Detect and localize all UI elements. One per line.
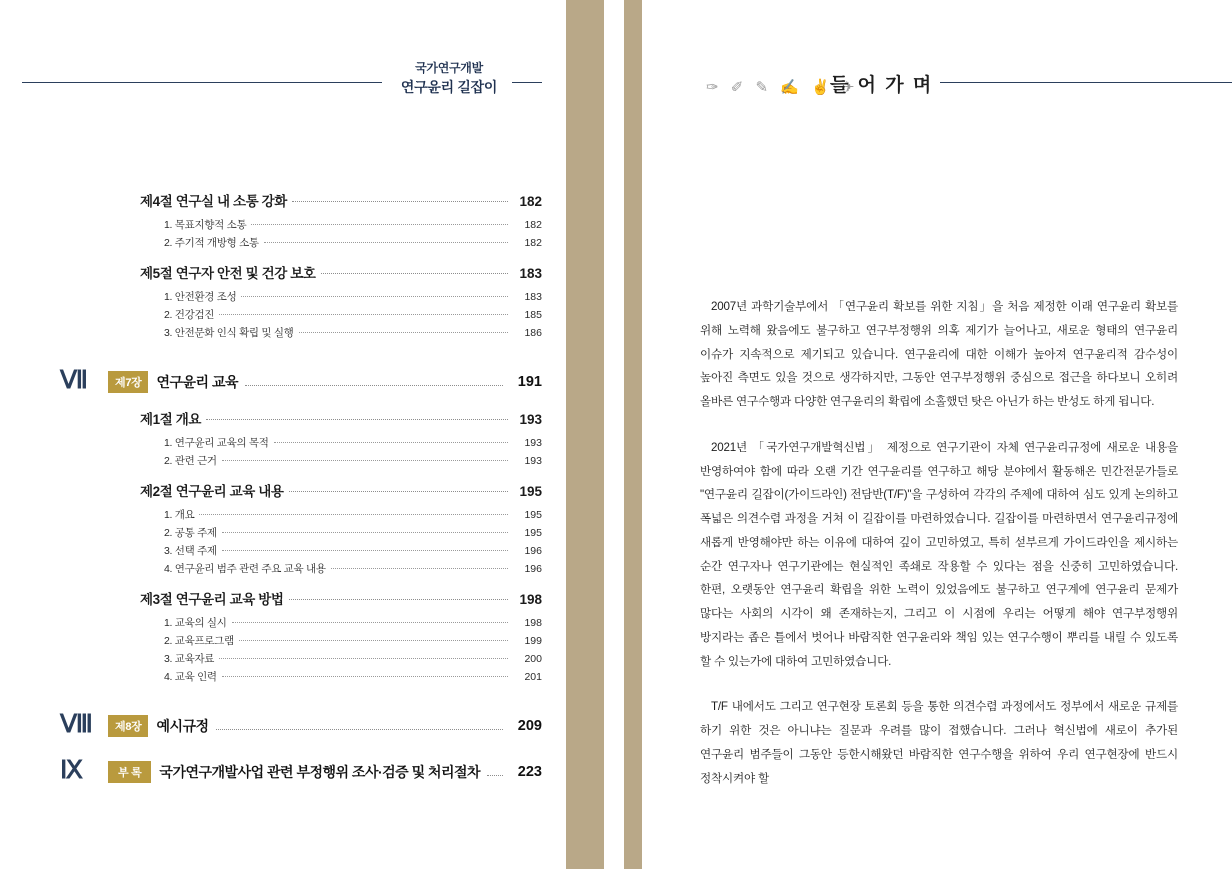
toc-leader-dots bbox=[222, 460, 508, 461]
toc-chapter-badge: 제7장 bbox=[108, 371, 148, 393]
toc-page-number: 209 bbox=[517, 718, 542, 734]
section-heading: 들 어 가 며 bbox=[830, 75, 934, 96]
toc-subitem-row[interactable] bbox=[0, 507, 566, 522]
toc-subitem-label: 3. 선택 주제 bbox=[164, 545, 217, 557]
toc-leader-dots bbox=[222, 676, 508, 677]
toc-leader-dots bbox=[219, 658, 508, 659]
toc-subitem-label: 1. 교육의 실시 bbox=[164, 617, 227, 629]
toc-section-row[interactable] bbox=[0, 262, 566, 282]
gutter-band-left bbox=[566, 0, 604, 869]
toc-leader-dots bbox=[216, 729, 503, 730]
toc-page-number: 193 bbox=[519, 412, 542, 427]
toc-leader-dots bbox=[206, 419, 508, 420]
toc-subitem-row[interactable] bbox=[0, 289, 566, 304]
toc-subitem-label: 3. 안전문화 인식 확립 및 실행 bbox=[164, 327, 294, 339]
toc-leader-dots bbox=[232, 622, 508, 623]
toc-subitem-row[interactable] bbox=[0, 235, 566, 250]
toc-leader-dots bbox=[274, 442, 508, 443]
toc-subitem-label: 1. 개요 bbox=[164, 509, 195, 521]
toc-chapter-row[interactable] bbox=[0, 369, 566, 395]
toc-spacer bbox=[0, 253, 566, 262]
toc-leader-dots bbox=[299, 332, 508, 333]
toc-page-number: 199 bbox=[524, 635, 542, 647]
toc-leader-dots bbox=[241, 296, 508, 297]
toc-page-number: 195 bbox=[524, 509, 542, 521]
toc-page-number: 195 bbox=[524, 527, 542, 539]
table-of-contents bbox=[0, 190, 566, 789]
toc-subitem-label: 1. 연구윤리 교육의 목적 bbox=[164, 437, 269, 449]
toc-chapter-title: 예시규정 bbox=[156, 718, 209, 734]
toc-leader-dots bbox=[219, 314, 508, 315]
toc-subitem-row[interactable] bbox=[0, 453, 566, 468]
toc-page-number: 182 bbox=[524, 219, 542, 231]
toc-page-number: 198 bbox=[524, 617, 542, 629]
toc-subitem-row[interactable] bbox=[0, 307, 566, 322]
toc-page-number: 193 bbox=[524, 455, 542, 467]
toc-chapter-numeral: Ⅸ bbox=[60, 757, 83, 784]
intro-paragraph: 2007년 과학기술부에서 「연구윤리 확보를 위한 지침」을 처음 제정한 이래 연구윤리 확보를 위해 노력해 왔음에도 불구하고 연구부정행위 의혹 제기가 늘어나고, 새로운 형태의 연구윤리 이슈가 지속적으로 제기되고 있습니다. 연구윤리에 대한 이해가 높아져 연구윤리적 감수성이 높아진 측면도 있을 것으로 생각하지만, 그동안 연구부정행위 중심으로 접근을 하다보니 오히려 올바른 연구수행과 다양한 연구윤리의 확립에 소홀했던 탓은 아닌가 하는 반성도 하게 됩니다. bbox=[700, 300, 1178, 409]
toc-page-number: 201 bbox=[524, 671, 542, 683]
right-page-intro bbox=[642, 0, 1232, 869]
toc-subitem-row[interactable] bbox=[0, 669, 566, 684]
toc-leader-dots bbox=[245, 385, 503, 386]
toc-leader-dots bbox=[289, 599, 508, 600]
toc-section-label: 제2절 연구윤리 교육 내용 bbox=[140, 484, 284, 499]
heading-rule bbox=[940, 82, 1232, 83]
toc-subitem-row[interactable] bbox=[0, 633, 566, 648]
toc-page-number: 196 bbox=[524, 563, 542, 575]
toc-subitem-label: 2. 공통 주제 bbox=[164, 527, 217, 539]
toc-leader-dots bbox=[239, 640, 508, 641]
toc-page-number: 186 bbox=[524, 327, 542, 339]
toc-leader-dots bbox=[264, 242, 508, 243]
toc-page-number: 195 bbox=[519, 484, 542, 499]
toc-chapter-badge: 부 록 bbox=[108, 761, 151, 783]
toc-subitem-label: 1. 안전환경 조성 bbox=[164, 291, 237, 303]
book-title-line1: 국가연구개발 bbox=[415, 61, 483, 75]
toc-page-number: 182 bbox=[519, 194, 542, 209]
toc-page-number: 198 bbox=[519, 592, 542, 607]
toc-page-number: 223 bbox=[517, 764, 542, 780]
toc-section-row[interactable] bbox=[0, 408, 566, 428]
toc-subitem-label: 2. 건강검진 bbox=[164, 309, 215, 321]
gutter-band-right bbox=[624, 0, 642, 869]
toc-page-number: 191 bbox=[517, 374, 542, 390]
toc-page-number: 183 bbox=[519, 266, 542, 281]
toc-subitem-label: 4. 교육 인력 bbox=[164, 671, 217, 683]
toc-leader-dots bbox=[251, 224, 508, 225]
toc-spacer bbox=[0, 579, 566, 588]
toc-subitem-row[interactable] bbox=[0, 651, 566, 666]
toc-subitem-row[interactable] bbox=[0, 435, 566, 450]
toc-spacer bbox=[0, 399, 566, 408]
header-rule-left bbox=[22, 82, 382, 83]
intro-body-text bbox=[700, 295, 1178, 791]
toc-subitem-row[interactable] bbox=[0, 615, 566, 630]
toc-leader-dots bbox=[222, 532, 508, 533]
toc-leader-dots bbox=[289, 491, 508, 492]
toc-subitem-row[interactable] bbox=[0, 543, 566, 558]
toc-page-number: 182 bbox=[524, 237, 542, 249]
toc-subitem-row[interactable] bbox=[0, 217, 566, 232]
toc-chapter-numeral: Ⅷ bbox=[60, 711, 93, 738]
toc-page-number: 183 bbox=[524, 291, 542, 303]
toc-subitem-row[interactable] bbox=[0, 561, 566, 576]
toc-leader-dots bbox=[331, 568, 508, 569]
toc-page-number: 200 bbox=[524, 653, 542, 665]
toc-subitem-label: 4. 연구윤리 범주 관련 주요 교육 내용 bbox=[164, 563, 326, 575]
toc-chapter-numeral: Ⅶ bbox=[60, 367, 88, 394]
left-page-header bbox=[0, 60, 540, 104]
toc-subitem-label: 2. 관련 근거 bbox=[164, 455, 217, 467]
toc-section-label: 제3절 연구윤리 교육 방법 bbox=[140, 592, 284, 607]
toc-spacer bbox=[0, 471, 566, 480]
pen-ornaments-icon: ✑ ✐ ✎ ✍ ✌ ✈ bbox=[706, 79, 859, 96]
toc-section-label: 제1절 개요 bbox=[140, 412, 202, 427]
toc-section-row[interactable] bbox=[0, 190, 566, 210]
header-rule-right bbox=[512, 82, 542, 83]
book-title-line2: 연구윤리 길잡이 bbox=[400, 79, 498, 96]
toc-chapter-row[interactable] bbox=[0, 713, 566, 739]
toc-page-number: 196 bbox=[524, 545, 542, 557]
toc-chapter-badge: 제8장 bbox=[108, 715, 148, 737]
toc-page-number: 185 bbox=[524, 309, 542, 321]
toc-chapter-row[interactable] bbox=[0, 759, 566, 785]
left-page-contents bbox=[0, 0, 566, 869]
toc-section-row[interactable] bbox=[0, 480, 566, 500]
toc-section-label: 제5절 연구자 안전 및 건강 보호 bbox=[140, 266, 316, 281]
intro-paragraph: 2021년 「국가연구개발혁신법」 제정으로 연구기관이 자체 연구윤리규정에 새로운 내용을 반영하여야 함에 따라 오랜 기간 연구윤리를 연구하고 해당 분야에서 활동해온 민간전문가들로 "연구윤리 길잡이(가이드라인) 전담반(T/F)"을 구성하여 각각의 주제에 대하여 심도 있게 논의하고 폭넓은 의견수렴 과정을 거쳐 이 길잡이를 마련하였습니다. 길잡이를 마련하면서 연구윤리규정에 새롭게 반영해야만 하는 이유에 대하여 깊이 고민하였고, 특히 섣부르게 가이드라인을 제시하는 순간 연구자나 연구기관에는 현실적인 족쇄로 작용할 수 있다는 점을 신중히 고민하였습니다. 한편, 오랫동안 연구윤리 확립을 위한 노력이 있었음에도 불구하고 연구계에 연구윤리 문제가 많다는 사회의 시각이 왜 존재하는지, 그리고 이 시점에 우리는 어떻게 해야 연구부정행위 방지라는 좁은 틀에서 벗어나 바람직한 연구윤리와 책임 있는 연구수행이 뿌리를 내릴 수 있도록 할 수 있는가에 대하여 고민하였습니다. bbox=[700, 440, 1178, 668]
toc-chapter-title: 연구윤리 교육 bbox=[156, 374, 239, 390]
toc-section-label: 제4절 연구실 내 소통 강화 bbox=[140, 194, 287, 209]
right-page-header bbox=[672, 62, 1212, 102]
toc-chapter-title: 국가연구개발사업 관련 부정행위 조사·검증 및 처리절차 bbox=[159, 764, 481, 780]
toc-subitem-label: 2. 주기적 개방형 소통 bbox=[164, 237, 259, 249]
toc-subitem-row[interactable] bbox=[0, 525, 566, 540]
toc-page-number: 193 bbox=[524, 437, 542, 449]
toc-section-row[interactable] bbox=[0, 588, 566, 608]
toc-subitem-label: 2. 교육프로그램 bbox=[164, 635, 234, 647]
toc-leader-dots bbox=[321, 273, 508, 274]
toc-leader-dots bbox=[487, 775, 503, 776]
toc-subitem-row[interactable] bbox=[0, 325, 566, 340]
toc-subitem-label: 3. 교육자료 bbox=[164, 653, 215, 665]
toc-leader-dots bbox=[222, 550, 508, 551]
toc-leader-dots bbox=[292, 201, 508, 202]
book-title bbox=[388, 60, 510, 98]
intro-paragraph: T/F 내에서도 그리고 연구현장 토론회 등을 통한 의견수렴 과정에서도 정부에서 새로운 규제를 하기 위한 것은 아니냐는 질문과 우려를 많이 접했습니다. 그러나 혁신법에 새로이 추가된 연구윤리 범주들이 그동안 등한시해왔던 바람직한 연구수행을 위하여 우리 연구현장에 반드시 정착시켜야 할 bbox=[700, 700, 1178, 785]
toc-subitem-label: 1. 목표지향적 소통 bbox=[164, 219, 247, 231]
toc-leader-dots bbox=[199, 514, 508, 515]
